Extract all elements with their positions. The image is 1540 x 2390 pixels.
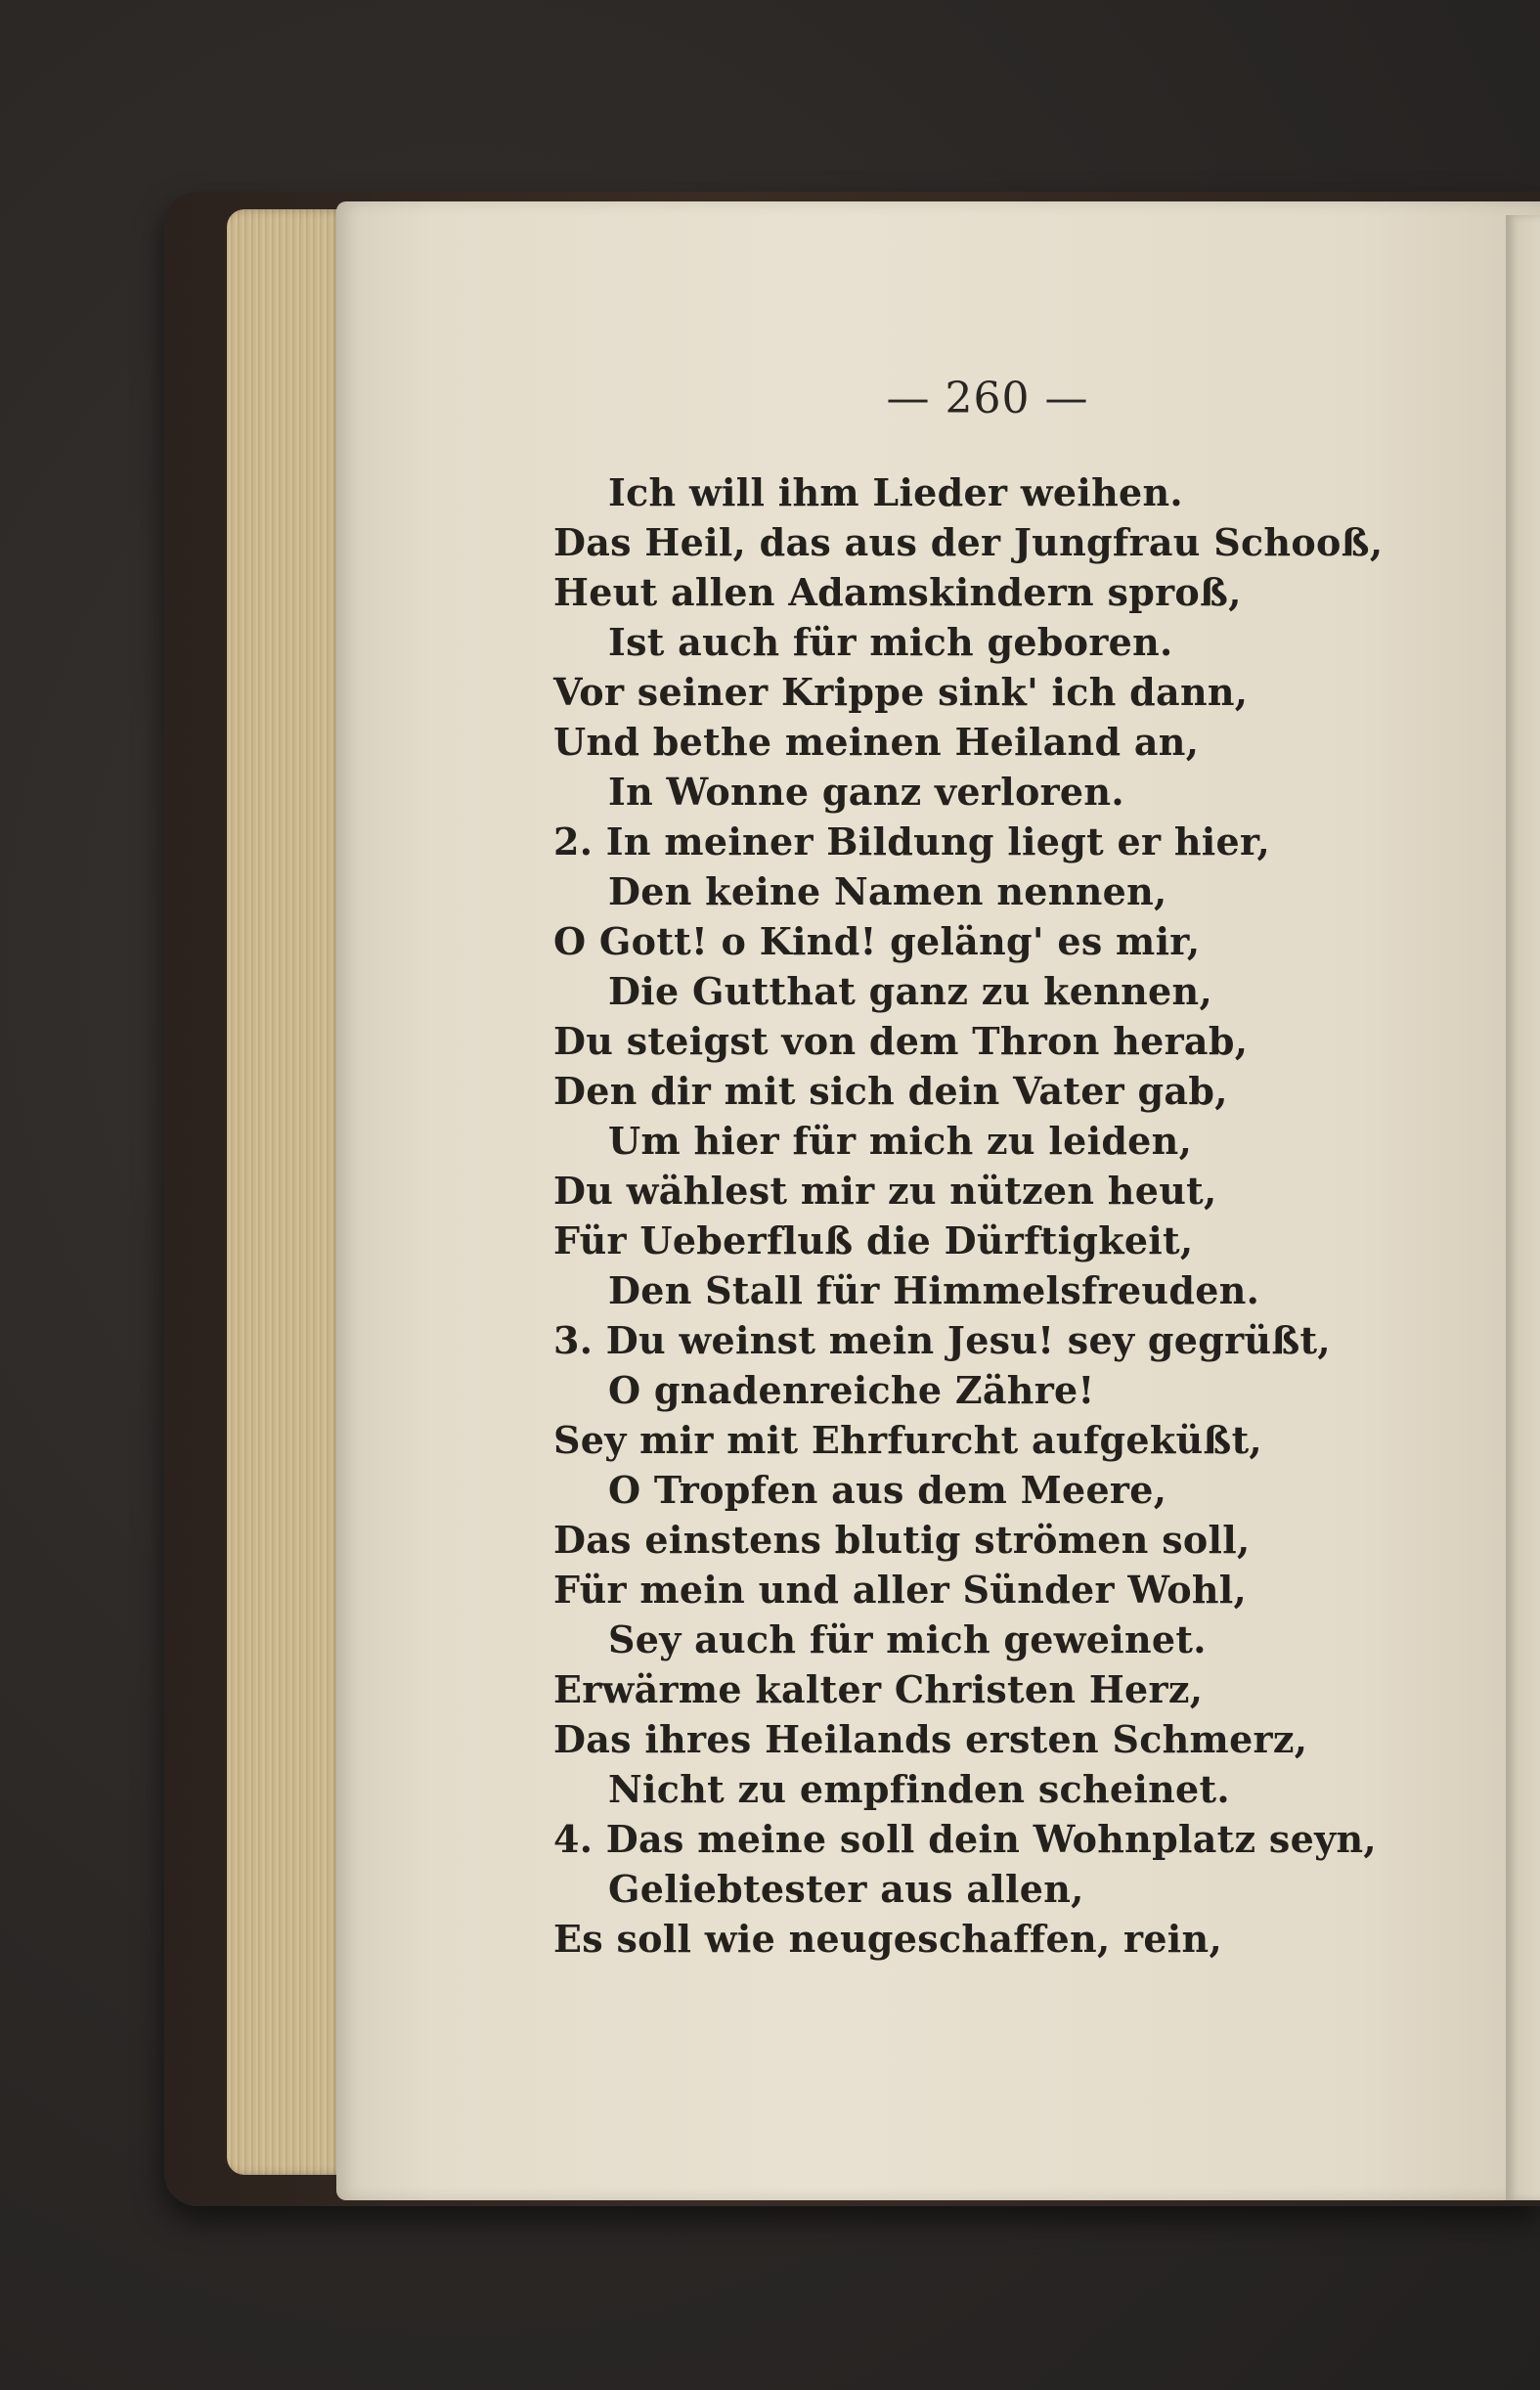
verse-line: Es soll wie neugeschaffen, rein,	[553, 1917, 1222, 1961]
verse-line: Geliebtester aus allen,	[608, 1867, 1084, 1911]
verse-line: Das ihres Heilands ersten Schmerz,	[553, 1717, 1308, 1761]
verse-line: Ich will ihm Lieder weihen.	[608, 470, 1183, 514]
verse-line: O Tropfen aus dem Meere,	[608, 1468, 1167, 1512]
verse-line: Für mein und aller Sünder Wohl,	[553, 1568, 1248, 1612]
verse-line: Vor seiner Krippe sink' ich dann,	[553, 670, 1249, 714]
verse-line: 2. In meiner Bildung liegt er hier,	[553, 819, 1271, 863]
verse-line: Die Gutthat ganz zu kennen,	[608, 969, 1212, 1013]
verse-line: Um hier für mich zu leiden,	[608, 1119, 1193, 1163]
page-number: — 260 —	[886, 374, 1089, 423]
verse-line: Du steigst von dem Thron herab,	[553, 1019, 1249, 1063]
page-edges	[227, 209, 344, 2175]
verse-line: 3. Du weinst mein Jesu! sey gegrüßt,	[553, 1318, 1331, 1362]
verse-line: Den dir mit sich dein Vater gab,	[553, 1069, 1228, 1113]
verse-line: Den keine Namen nennen,	[608, 869, 1167, 913]
next-page-edge	[1506, 215, 1540, 2200]
verse-line: 4. Das meine soll dein Wohnplatz seyn,	[553, 1817, 1377, 1861]
verse-line: Erwärme kalter Christen Herz,	[553, 1667, 1204, 1711]
verse-line: Nicht zu empfinden scheinet.	[608, 1767, 1230, 1811]
verse-line: In Wonne ganz verloren.	[608, 770, 1124, 814]
verse-line: Das einstens blutig strömen soll,	[553, 1518, 1251, 1562]
verse-line: Sey mir mit Ehrfurcht aufgeküßt,	[553, 1418, 1262, 1462]
verse-line: O Gott! o Kind! geläng' es mir,	[553, 919, 1201, 963]
verse-line: Das Heil, das aus der Jungfrau Schooß,	[553, 520, 1384, 564]
verse-line: Und bethe meinen Heiland an,	[553, 720, 1200, 764]
hymn-text	[553, 467, 1492, 1964]
verse-line: O gnadenreiche Zähre!	[608, 1368, 1095, 1412]
verse-line: Für Ueberfluß die Dürftigkeit,	[553, 1218, 1194, 1262]
verse-line: Sey auch für mich geweinet.	[608, 1617, 1207, 1661]
verse-line: Den Stall für Himmelsfreuden.	[608, 1268, 1260, 1312]
verse-line: Heut allen Adamskindern sproß,	[553, 570, 1242, 614]
verse-line: Ist auch für mich geboren.	[608, 620, 1173, 664]
verse-line: Du wählest mir zu nützen heut,	[553, 1169, 1217, 1213]
